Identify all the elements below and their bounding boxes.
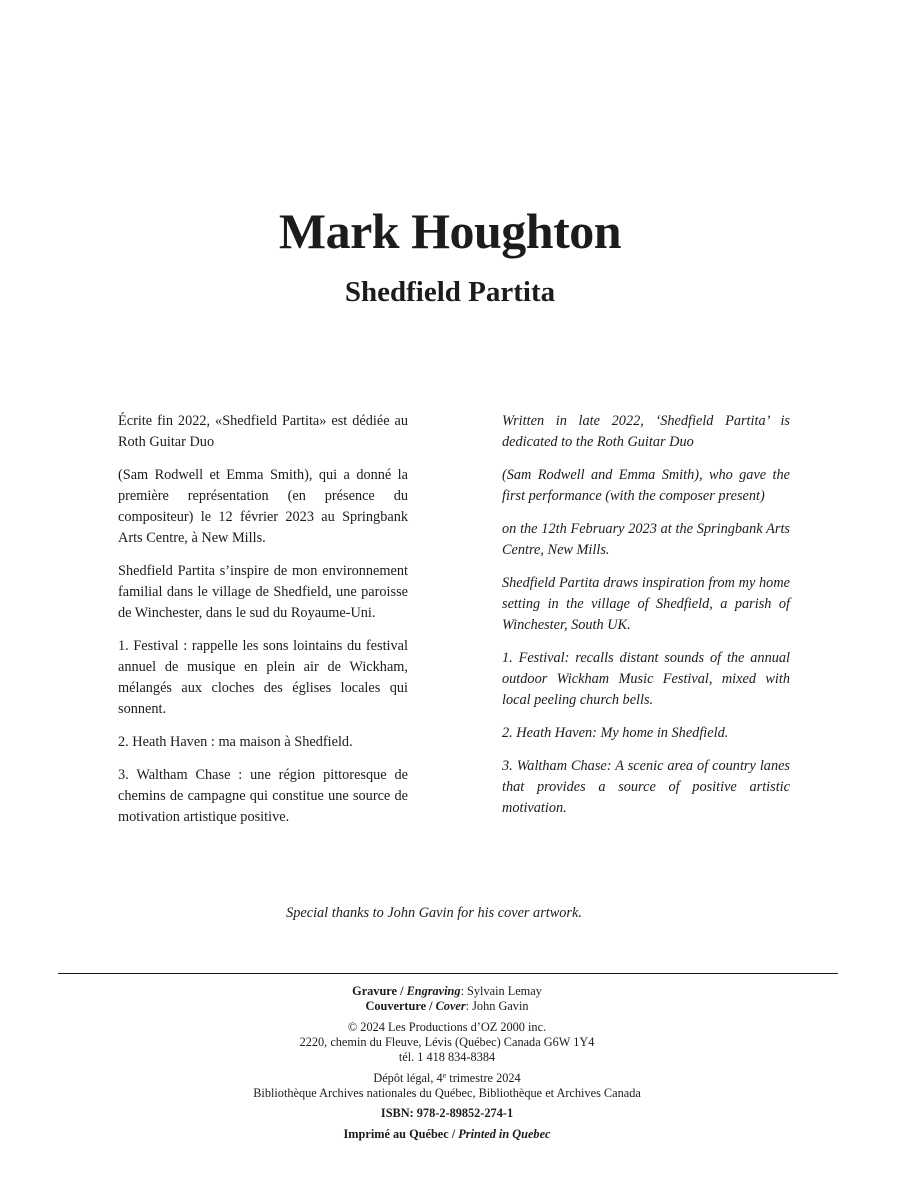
cover-value: : John Gavin bbox=[465, 999, 529, 1013]
note-en-premiere: on the 12th February 2023 at the Springbank Arts Centre, New Mills. bbox=[502, 521, 790, 558]
printed-label-en: Printed in Quebec bbox=[458, 1127, 551, 1141]
note-fr-dedication: Écrite fin 2022, «Shedfield Partita» est dédiée au Roth Guitar Duo bbox=[118, 413, 408, 450]
note-en-movement-2: 2. Heath Haven: My home in Shedfield. bbox=[502, 725, 729, 741]
note-en-movement-3: 3. Waltham Chase: A scenic area of country lanes that provides a source of positive artistic motivation. bbox=[502, 758, 790, 816]
cover-label-fr: Couverture / bbox=[365, 999, 436, 1013]
note-en-dedication: Written in late 2022, ‘Shedfield Partita’ is dedicated to the Roth Guitar Duo bbox=[502, 413, 790, 450]
publisher-address: 2220, chemin du Fleuve, Lévis (Québec) Canada G6W 1Y4 bbox=[299, 1035, 595, 1049]
program-notes-french bbox=[118, 411, 408, 840]
engraving-value: : Sylvain Lemay bbox=[460, 984, 542, 998]
legal-deposit-ordinal: e bbox=[442, 1071, 447, 1080]
note-en-performers: (Sam Rodwell and Emma Smith), who gave the first performance (with the composer present) bbox=[502, 467, 790, 504]
printed-label-fr: Imprimé au Québec / bbox=[343, 1127, 459, 1141]
engraving-label-en: Engraving bbox=[406, 984, 461, 998]
cover-label-en: Cover bbox=[435, 999, 466, 1013]
note-fr-movement-1: 1. Festival : rappelle les sons lointains du festival annuel de musique en plein air de Wickham, mélangés aux cloches des églises locales qui sonnent. bbox=[118, 638, 408, 717]
engraving-label-fr: Gravure / bbox=[352, 984, 407, 998]
libraries: Bibliothèque Archives nationales du Québec, Bibliothèque et Archives Canada bbox=[253, 1086, 641, 1100]
divider-rule bbox=[58, 973, 838, 974]
printed-in bbox=[0, 1127, 894, 1142]
note-fr-inspiration: Shedfield Partita s’inspire de mon environnement familial dans le village de Shedfield, une paroisse de Winchester, dans le sud du Royaume-Uni. bbox=[118, 563, 408, 621]
legal-deposit-suffix: trimestre 2024 bbox=[446, 1071, 521, 1085]
note-en-movement-1: 1. Festival: recalls distant sounds of the annual outdoor Wickham Music Festival, mixed with local peeling church bells. bbox=[502, 650, 790, 708]
work-title: Shedfield Partita bbox=[344, 276, 556, 308]
colophon bbox=[0, 984, 894, 1142]
legal-deposit-prefix: Dépôt légal, 4 bbox=[373, 1071, 443, 1085]
isbn: ISBN: 978-2-89852-274-1 bbox=[380, 1106, 514, 1120]
note-fr-movement-3: 3. Waltham Chase : une région pittoresque de chemins de campagne qui constitue une source de motivation artistique positive. bbox=[118, 767, 408, 825]
publisher-phone: tél. 1 418 834-8384 bbox=[398, 1050, 496, 1064]
engraving-credit bbox=[0, 984, 894, 999]
note-en-inspiration: Shedfield Partita draws inspiration from my home setting in the village of Shedfield, a parish of Winchester, South UK. bbox=[502, 575, 790, 633]
composer-name: Mark Houghton bbox=[278, 203, 622, 259]
program-notes-english bbox=[502, 411, 790, 831]
legal-deposit bbox=[0, 1071, 894, 1086]
note-fr-movement-2: 2. Heath Haven : ma maison à Shedfield. bbox=[118, 734, 353, 750]
copyright: © 2024 Les Productions d’OZ 2000 inc. bbox=[347, 1020, 547, 1034]
special-thanks: Special thanks to John Gavin for his cover artwork. bbox=[286, 905, 582, 921]
note-fr-premiere: (Sam Rodwell et Emma Smith), qui a donné la première représentation (en présence du compositeur) le 12 février 2023 au Springbank Arts Centre, à New Mills. bbox=[118, 467, 408, 546]
cover-credit bbox=[0, 999, 894, 1014]
